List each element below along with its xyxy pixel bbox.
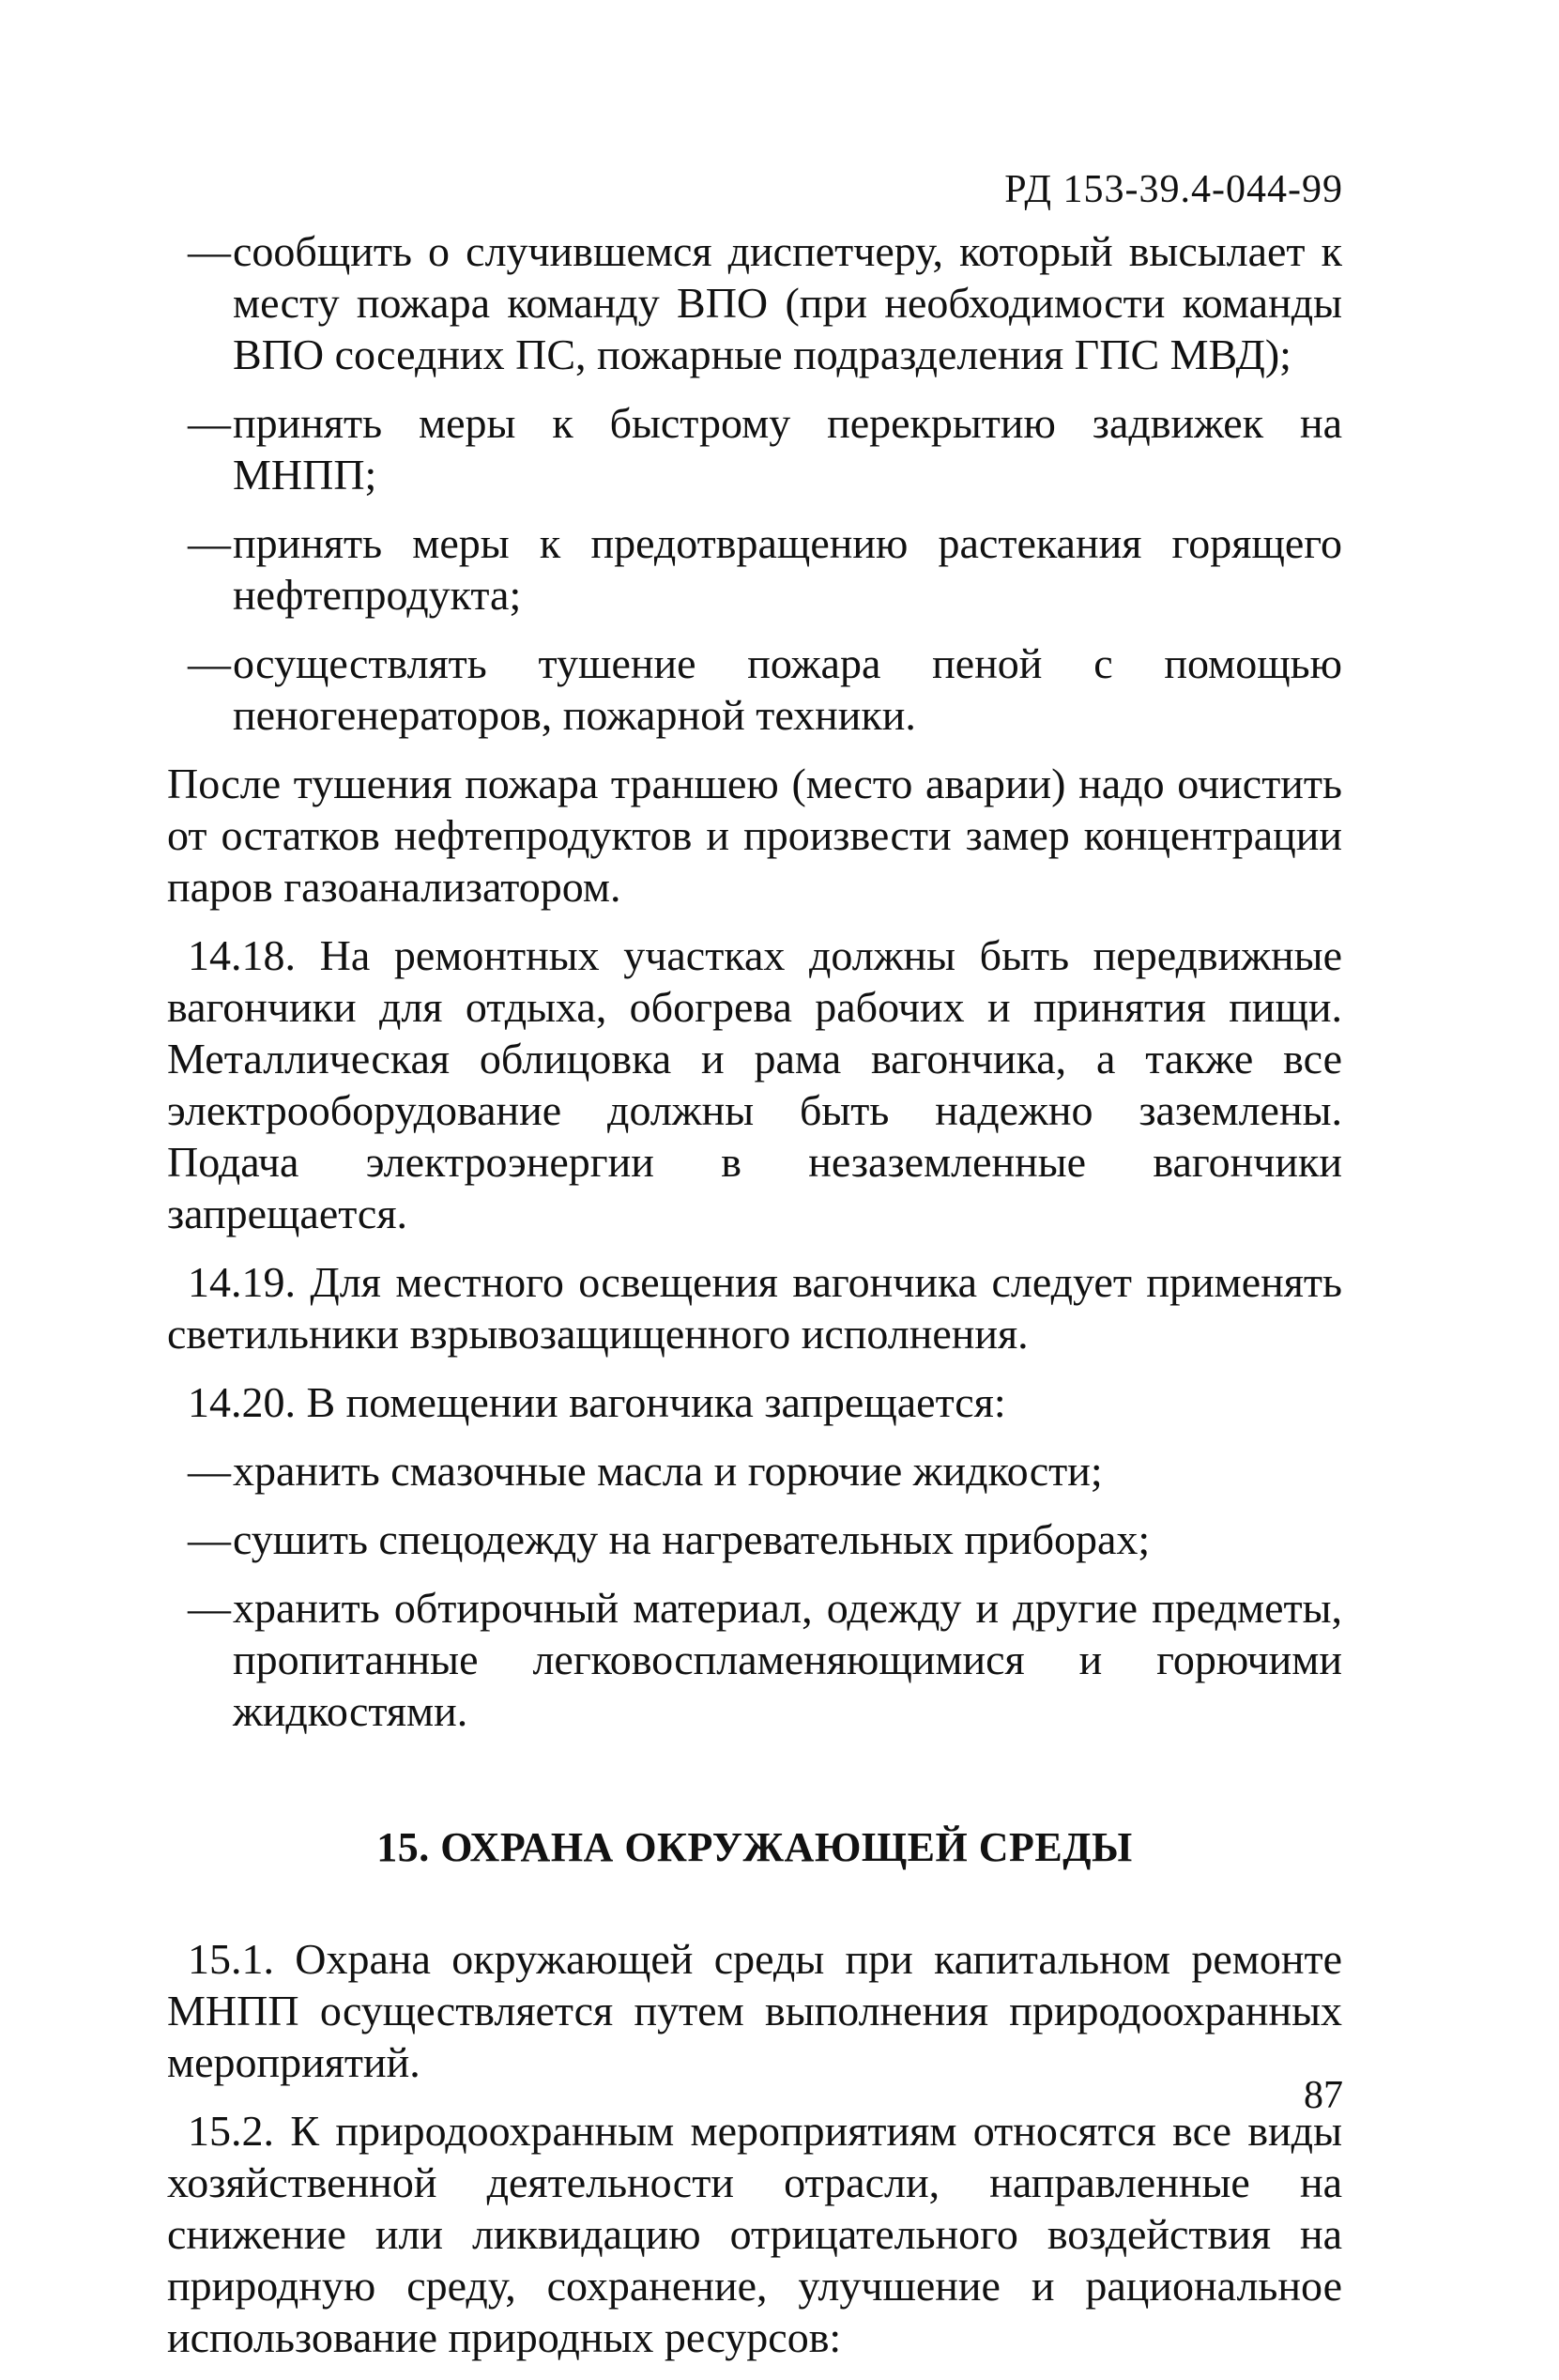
dash-marker: — (188, 399, 231, 447)
page-number: 87 (1304, 2074, 1343, 2117)
list-item (188, 1582, 1342, 1737)
list-item-text: сообщить о случившемся диспетчеру, который высылает к месту пожара команду ВПО (при необходимости команды ВПО соседних ПС, пожарные подразделения ГПС МВД); (233, 227, 1342, 378)
list-item (188, 397, 1342, 500)
list-item-text: хранить смазочные масла и горючие жидкости; (233, 1447, 1103, 1495)
document-code: РД 153-39.4-044-99 (1004, 168, 1343, 211)
dash-marker: — (188, 1447, 231, 1495)
dash-marker: — (188, 227, 231, 275)
paragraph-15-1: 15.1. Охрана окружающей среды при капитальном ремонте МНПП осуществляется путем выполнения природоохранных мероприятий. (167, 1935, 1342, 2086)
paragraph-15-2: 15.2. К природоохранным мероприятиям относятся все виды хозяйственной деятельности отрасли, направленные на снижение или ликвидацию отрицательного воздействия на природную среду, сохранение, улучшение и рациональное использование природных ресурсов: (167, 2107, 1342, 2361)
list-item-text: хранить обтирочный материал, одежду и другие предметы, пропитанные легковоспламеняющимися и горючими жидкостями. (233, 1584, 1342, 1735)
dash-marker: — (188, 1584, 231, 1632)
list-item (188, 637, 1342, 741)
list-item-text: сушить спецодежду на нагревательных приборах; (233, 1515, 1151, 1563)
list-item-text: принять меры к предотвращению растекания горящего нефтепродукта; (233, 519, 1342, 619)
list-item (188, 1513, 1342, 1565)
page-content (167, 225, 1342, 2380)
paragraph-14-18: 14.18. На ремонтных участках должны быть передвижные вагончики для отдыха, обогрева рабочих и принятия пищи. Металлическая облицовка и рама вагончика, а также все электрооборудование должны быть надежно заземлены. Подача электроэнергии в незаземленные вагончики запрещается. (167, 931, 1342, 1237)
paragraph-14-20: 14.20. В помещении вагончика запрещается: (188, 1378, 1006, 1426)
list-item-text: осуществлять тушение пожара пеной с помощью пеногенераторов, пожарной техники. (233, 639, 1342, 739)
list-item (188, 1445, 1342, 1497)
list-item (188, 517, 1342, 621)
dash-marker: — (188, 519, 231, 567)
paragraph-after-fire: После тушения пожара траншею (место аварии) надо очистить от остатков нефтепродуктов и произвести замер концентрации паров газоанализатором. (167, 760, 1342, 911)
dash-marker: — (188, 639, 231, 687)
list-item (188, 225, 1342, 380)
paragraph-14-19: 14.19. Для местного освещения вагончика следует применять светильники взрывозащищенного исполнения. (167, 1258, 1342, 1358)
section-title: 15. ОХРАНА ОКРУЖАЮЩЕЙ СРЕДЫ (376, 1824, 1133, 1870)
list-item-text: принять меры к быстрому перекрытию задвижек на МНПП; (233, 399, 1342, 499)
dash-marker: — (188, 1515, 231, 1563)
